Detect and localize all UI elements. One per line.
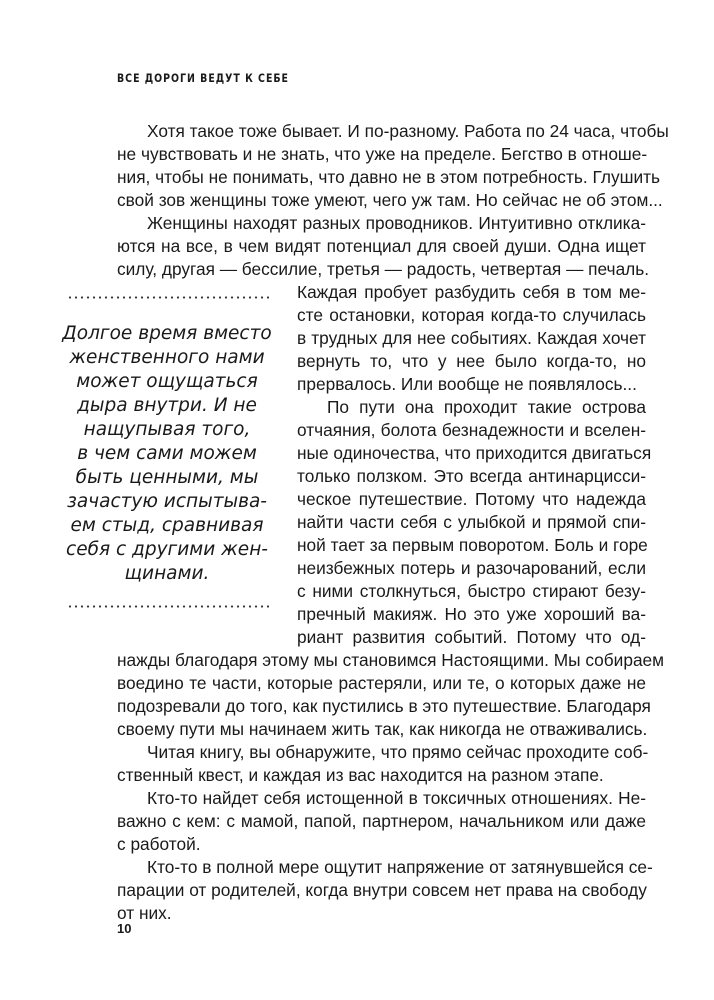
pull-quote-line: дыра внутри. И не xyxy=(77,395,257,416)
body-line: вернуть то, что у нее было когда-то, но xyxy=(297,351,646,371)
page-number: 10 xyxy=(117,921,132,936)
body-line: с работой. xyxy=(117,834,201,854)
body-line: с ними столкнуться, быстро стирают безу- xyxy=(297,581,646,601)
body-line: только ползком. Это всегда антинарцисси- xyxy=(297,466,646,486)
pull-quote-bottom-divider xyxy=(67,605,269,608)
body-line: парации от родителей, когда внутри совсем нет права на свободу xyxy=(117,880,647,900)
body-line: неизбежных потерь и разочарований, если xyxy=(297,558,646,578)
running-header: ВСЕ ДОРОГИ ВЕДУТ К СЕБЕ xyxy=(117,71,289,85)
body-line: не чувствовать и не знать, что уже на пределе. Бегство в отноше- xyxy=(117,144,648,164)
body-line: нажды благодаря этому мы становимся Настоящими. Мы собираем xyxy=(117,650,665,670)
body-line: прервалось. Или вообще не появлялось... xyxy=(297,374,637,394)
pull-quote-line: себя с другими жен- xyxy=(66,539,268,560)
pull-quote-line: нащупывая того, xyxy=(83,419,251,440)
body-line: ческое путешествие. Потому что надежда xyxy=(297,489,646,509)
body-line: от них. xyxy=(117,903,172,923)
body-line: Женщины находят разных проводников. Интуитивно отклика- xyxy=(147,213,646,233)
body-line: в трудных для нее событиях. Каждая хочет xyxy=(297,328,646,348)
body-line: Хотя такое тоже бывает. И по-разному. Работа по 24 часа, чтобы xyxy=(147,121,669,141)
body-line: ные одиночества, что приходится двигаться xyxy=(297,443,652,463)
body-line: пречный макияж. Но это уже хороший ва- xyxy=(297,604,646,624)
pull-quote-line: щинами. xyxy=(124,563,210,584)
body-line: Кто-то найдет себя истощенной в токсичных отношениях. Не- xyxy=(147,788,646,808)
body-line: Читая книгу, вы обнаружите, что прямо сейчас проходите соб- xyxy=(147,742,649,762)
body-line: ются на все, в чем видят потенциал для своей души. Одна ищет xyxy=(117,236,646,256)
body-line: свой зов женщины тоже умеют, чего уж там. Но сейчас не об этом... xyxy=(117,190,663,210)
pull-quote-line: может ощущаться xyxy=(76,371,258,392)
pull-quote-line: зачастую испытыва- xyxy=(67,491,267,512)
body-line: ственный квест, и каждая из вас находится на разном этапе. xyxy=(117,765,604,785)
body-line: риант развития событий. Потому что од- xyxy=(297,627,646,647)
body-line: найти части себя с улыбкой и прямой спи- xyxy=(297,512,646,532)
pull-quote-line: быть ценными, мы xyxy=(75,467,259,488)
pull-quote-top-divider xyxy=(67,296,269,299)
body-line: важно с кем: с мамой, папой, партнером, начальником или даже xyxy=(117,811,646,831)
body-line: ной тает за первым поворотом. Боль и горе xyxy=(297,535,648,555)
body-line: воедино те части, которые растеряли, или те, о которых даже не xyxy=(117,673,646,693)
pull-quote-line: Долгое время вместо xyxy=(62,323,272,344)
pull-quote-line: ем стыд, сравнивая xyxy=(70,515,264,536)
body-line: ния, чтобы не понимать, что давно не в этом потребность. Глушить xyxy=(117,167,661,187)
body-line: сте остановки, которая когда-то случилась xyxy=(297,305,646,325)
body-line: Каждая пробует разбудить себя в том ме- xyxy=(297,282,646,302)
body-line: своему пути мы начинаем жить так, как никогда не отваживались. xyxy=(117,719,648,739)
body-line: отчаяния, болота безнадежности и вселен- xyxy=(297,420,646,440)
pull-quote-line: в чем сами можем xyxy=(77,443,257,464)
pull-quote-line: женственного нами xyxy=(69,347,265,368)
body-line: По пути она проходит такие острова xyxy=(327,397,646,417)
body-line: силу, другая — бессилие, третья — радость, четвертая — печаль. xyxy=(117,259,650,279)
body-line: Кто-то в полной мере ощутит напряжение от затянувшейся се- xyxy=(147,857,653,877)
body-line: подозревали до того, как пустились в это путешествие. Благодаря xyxy=(117,696,651,716)
